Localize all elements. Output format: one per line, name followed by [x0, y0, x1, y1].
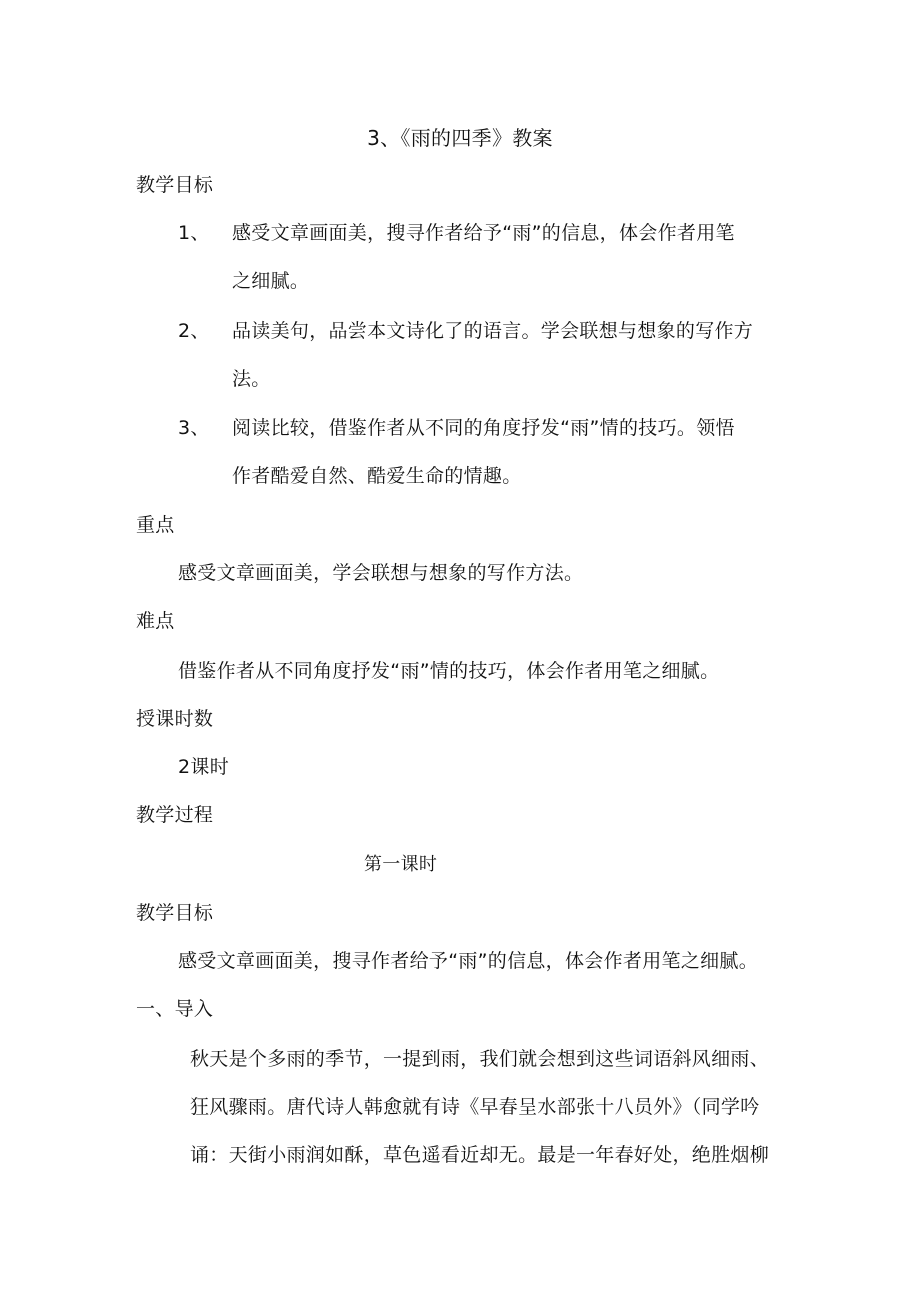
intro-line-1: 秋天是个多雨的季节，一提到雨，我们就会想到这些词语斜风细雨、 — [190, 1048, 770, 1070]
lesson-goal-heading: 教学目标 — [136, 902, 214, 924]
goal-2-number: 2、 — [178, 320, 210, 342]
goal-3-number: 3、 — [178, 417, 210, 439]
difficulty-heading: 难点 — [136, 610, 175, 632]
process-heading: 教学过程 — [136, 804, 214, 826]
goal-2-line-1: 品读美句，品尝本文诗化了的语言。学会联想与想象的写作方 — [232, 320, 754, 342]
difficulty-text: 借鉴作者从不同角度抒发“雨”情的技巧，体会作者用笔之细腻。 — [178, 660, 720, 682]
lesson-goal-text: 感受文章画面美，搜寻作者给予“雨”的信息，体会作者用笔之细腻。 — [178, 950, 758, 972]
intro-line-3: 诵：天街小雨润如酥，草色遥看近却无。最是一年春好处，绝胜烟柳 — [190, 1144, 770, 1166]
document-title: 3、《雨的四季》教案 — [367, 126, 553, 150]
goal-3-line-2: 作者酷爱自然、酷爱生命的情趣。 — [232, 465, 522, 487]
goal-1-line-2: 之细腻。 — [232, 270, 310, 292]
goal-3-line-1: 阅读比较，借鉴作者从不同的角度抒发“雨”情的技巧。领悟 — [232, 417, 735, 439]
intro-heading: 一、导入 — [136, 998, 214, 1020]
hours-heading: 授课时数 — [136, 708, 214, 730]
goals-heading: 教学目标 — [136, 174, 214, 196]
key-point-text: 感受文章画面美，学会联想与想象的写作方法。 — [178, 562, 584, 584]
lesson-title: 第一课时 — [364, 854, 438, 875]
intro-line-2: 狂风骤雨。唐代诗人韩愈就有诗《早春呈水部张十八员外》（同学吟 — [190, 1096, 760, 1118]
goal-1-line-1: 感受文章画面美，搜寻作者给予“雨”的信息，体会作者用笔 — [232, 222, 735, 244]
key-point-heading: 重点 — [136, 514, 175, 536]
goal-2-line-2: 法。 — [232, 368, 271, 390]
hours-text: 2课时 — [178, 756, 229, 778]
goal-1-number: 1、 — [178, 222, 210, 244]
